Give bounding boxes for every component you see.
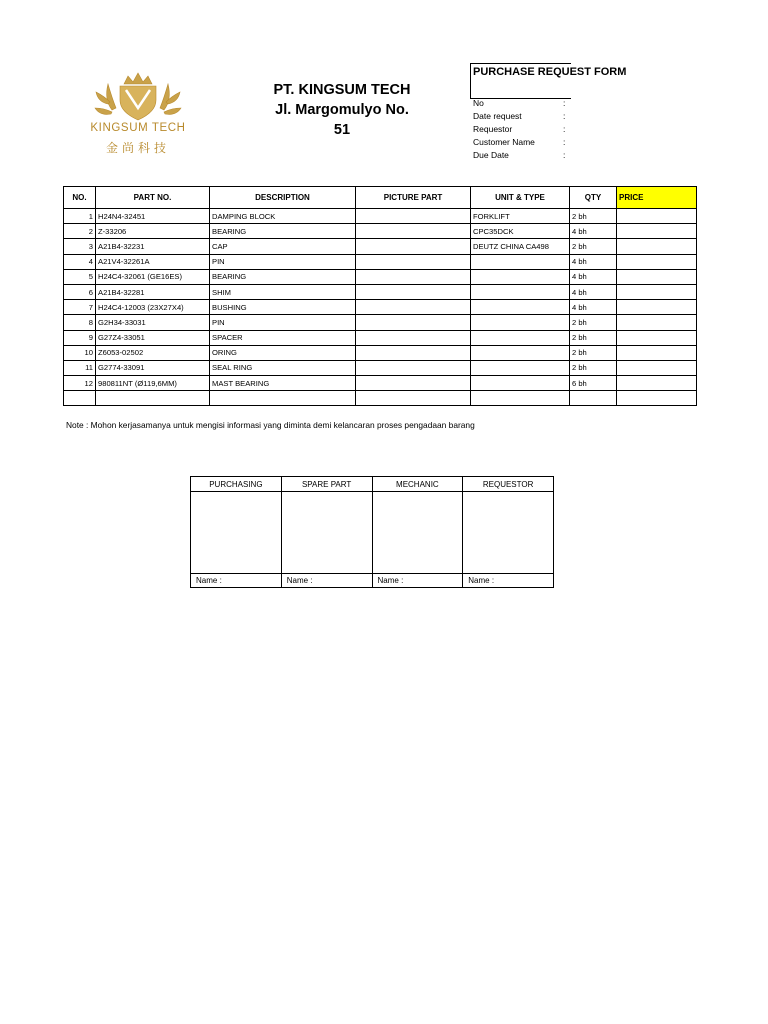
sign-name-requestor: Name : — [463, 574, 554, 588]
row-price — [617, 254, 697, 269]
row-unit-type: FORKLIFT — [471, 209, 570, 224]
row-price — [617, 209, 697, 224]
row-unit-type — [471, 345, 570, 360]
row-price — [617, 239, 697, 254]
row-no: 10 — [64, 345, 96, 360]
row-unit-type — [471, 360, 570, 375]
row-description: SPACER — [210, 330, 356, 345]
row-unit-type — [471, 376, 570, 391]
row-part-no: H24C4-12003 (23X27X4) — [96, 300, 210, 315]
signature-table — [190, 476, 554, 588]
row-description: DAMPING BLOCK — [210, 209, 356, 224]
row-unit-type — [471, 330, 570, 345]
row-picture-part — [356, 376, 471, 391]
sign-header-purchasing: PURCHASING — [191, 477, 282, 492]
row-part-no: A21B4-32281 — [96, 284, 210, 299]
row-part-no: H24C4-32061 (GE16ES) — [96, 269, 210, 284]
table-row — [64, 345, 697, 360]
row-description — [210, 391, 356, 406]
logo-chinese-name: 金尚科技 — [105, 141, 170, 155]
field-colon-due-date: : — [563, 150, 566, 160]
row-picture-part — [356, 284, 471, 299]
row-price — [617, 376, 697, 391]
table-row — [64, 239, 697, 254]
row-description: CAP — [210, 239, 356, 254]
field-label-customer-name: Customer Name — [473, 137, 535, 147]
row-picture-part — [356, 239, 471, 254]
row-no: 7 — [64, 300, 96, 315]
table-row — [64, 391, 697, 406]
row-no: 1 — [64, 209, 96, 224]
row-qty: 2 bh — [570, 360, 617, 375]
row-picture-part — [356, 345, 471, 360]
row-unit-type — [471, 254, 570, 269]
table-header-row — [64, 187, 697, 209]
row-unit-type — [471, 269, 570, 284]
row-price — [617, 345, 697, 360]
field-colon-requestor: : — [563, 124, 566, 134]
row-no — [64, 391, 96, 406]
row-part-no — [96, 391, 210, 406]
row-description: BUSHING — [210, 300, 356, 315]
row-qty: 4 bh — [570, 269, 617, 284]
sign-area-purchasing[interactable] — [191, 492, 282, 574]
row-qty: 2 bh — [570, 345, 617, 360]
row-picture-part — [356, 254, 471, 269]
company-address-number: 51 — [333, 122, 351, 138]
row-no: 8 — [64, 315, 96, 330]
logo-name: KINGSUM TECH — [90, 122, 186, 134]
sign-area-mechanic[interactable] — [372, 492, 463, 574]
header-qty: QTY — [570, 187, 617, 209]
row-picture-part — [356, 209, 471, 224]
row-picture-part — [356, 330, 471, 345]
table-row — [64, 269, 697, 284]
row-picture-part — [356, 224, 471, 239]
field-label-requestor: Requestor — [473, 124, 513, 134]
row-description: MAST BEARING — [210, 376, 356, 391]
note-text: Note : Mohon kerjasamanya untuk mengisi informasi yang diminta demi kelancaran proses pengadaan barang — [66, 420, 475, 430]
row-qty: 2 bh — [570, 239, 617, 254]
row-description: PIN — [210, 254, 356, 269]
table-row — [64, 254, 697, 269]
table-row — [64, 376, 697, 391]
row-price — [617, 284, 697, 299]
row-unit-type: DEUTZ CHINA CA498 — [471, 239, 570, 254]
row-picture-part — [356, 315, 471, 330]
row-part-no: G2774-33091 — [96, 360, 210, 375]
table-row — [64, 330, 697, 345]
row-unit-type — [471, 315, 570, 330]
row-qty: 2 bh — [570, 330, 617, 345]
row-qty: 4 bh — [570, 224, 617, 239]
row-no: 5 — [64, 269, 96, 284]
row-no: 11 — [64, 360, 96, 375]
row-unit-type: CPC35DCK — [471, 224, 570, 239]
sign-area-requestor[interactable] — [463, 492, 554, 574]
row-price — [617, 360, 697, 375]
field-colon-no: : — [563, 98, 566, 108]
row-picture-part — [356, 391, 471, 406]
row-qty: 2 bh — [570, 209, 617, 224]
row-qty: 4 bh — [570, 300, 617, 315]
table-row — [64, 300, 697, 315]
row-qty: 2 bh — [570, 315, 617, 330]
table-row — [64, 209, 697, 224]
sign-name-mechanic: Name : — [372, 574, 463, 588]
field-label-due-date: Due Date — [473, 150, 509, 160]
row-no: 12 — [64, 376, 96, 391]
row-picture-part — [356, 360, 471, 375]
table-row — [64, 315, 697, 330]
header-no: NO. — [64, 187, 96, 209]
row-unit-type — [471, 284, 570, 299]
table-row — [64, 224, 697, 239]
field-colon-date-request: : — [563, 111, 566, 121]
header-description: DESCRIPTION — [210, 187, 356, 209]
row-no: 6 — [64, 284, 96, 299]
row-description: ORING — [210, 345, 356, 360]
row-description: SHIM — [210, 284, 356, 299]
header-picture-part: PICTURE PART — [356, 187, 471, 209]
field-label-date-request: Date request — [473, 111, 522, 121]
company-name: PT. KINGSUM TECH — [273, 82, 411, 98]
company-header — [262, 80, 422, 140]
row-part-no: A21B4-32231 — [96, 239, 210, 254]
row-price — [617, 269, 697, 284]
row-part-no: H24N4-32451 — [96, 209, 210, 224]
row-price — [617, 315, 697, 330]
field-label-no: No — [473, 98, 484, 108]
row-qty: 4 bh — [570, 254, 617, 269]
sign-header-spare-part: SPARE PART — [281, 477, 372, 492]
row-unit-type — [471, 391, 570, 406]
row-picture-part — [356, 300, 471, 315]
header-part-no: PART NO. — [96, 187, 210, 209]
row-price — [617, 330, 697, 345]
row-qty: 4 bh — [570, 284, 617, 299]
row-price — [617, 224, 697, 239]
sign-header-mechanic: MECHANIC — [372, 477, 463, 492]
sign-area-spare-part[interactable] — [281, 492, 372, 574]
header-price: PRICE — [617, 187, 697, 209]
header-unit-type: UNIT & TYPE — [471, 187, 570, 209]
table-row — [64, 284, 697, 299]
row-no: 2 — [64, 224, 96, 239]
row-part-no: 980811NT (Ø119,6MM) — [96, 376, 210, 391]
row-unit-type — [471, 300, 570, 315]
row-qty — [570, 391, 617, 406]
table-row — [64, 360, 697, 375]
row-part-no: Z-33206 — [96, 224, 210, 239]
row-picture-part — [356, 269, 471, 284]
row-qty: 6 bh — [570, 376, 617, 391]
row-part-no: A21V4-32261A — [96, 254, 210, 269]
sign-header-requestor: REQUESTOR — [463, 477, 554, 492]
row-no: 9 — [64, 330, 96, 345]
sign-name-spare-part: Name : — [281, 574, 372, 588]
row-description: PIN — [210, 315, 356, 330]
row-description: SEAL RING — [210, 360, 356, 375]
row-part-no: Z6053-02502 — [96, 345, 210, 360]
field-colon-customer-name: : — [563, 137, 566, 147]
row-price — [617, 391, 697, 406]
sign-name-purchasing: Name : — [191, 574, 282, 588]
row-part-no: G2H34-33031 — [96, 315, 210, 330]
row-price — [617, 300, 697, 315]
row-no: 3 — [64, 239, 96, 254]
items-table — [63, 186, 697, 406]
company-address: Jl. Margomulyo No. — [275, 102, 409, 118]
form-title: PURCHASE REQUEST FORM — [473, 66, 627, 78]
row-description: BEARING — [210, 224, 356, 239]
row-no: 4 — [64, 254, 96, 269]
row-part-no: G27Z4-33051 — [96, 330, 210, 345]
row-description: BEARING — [210, 269, 356, 284]
